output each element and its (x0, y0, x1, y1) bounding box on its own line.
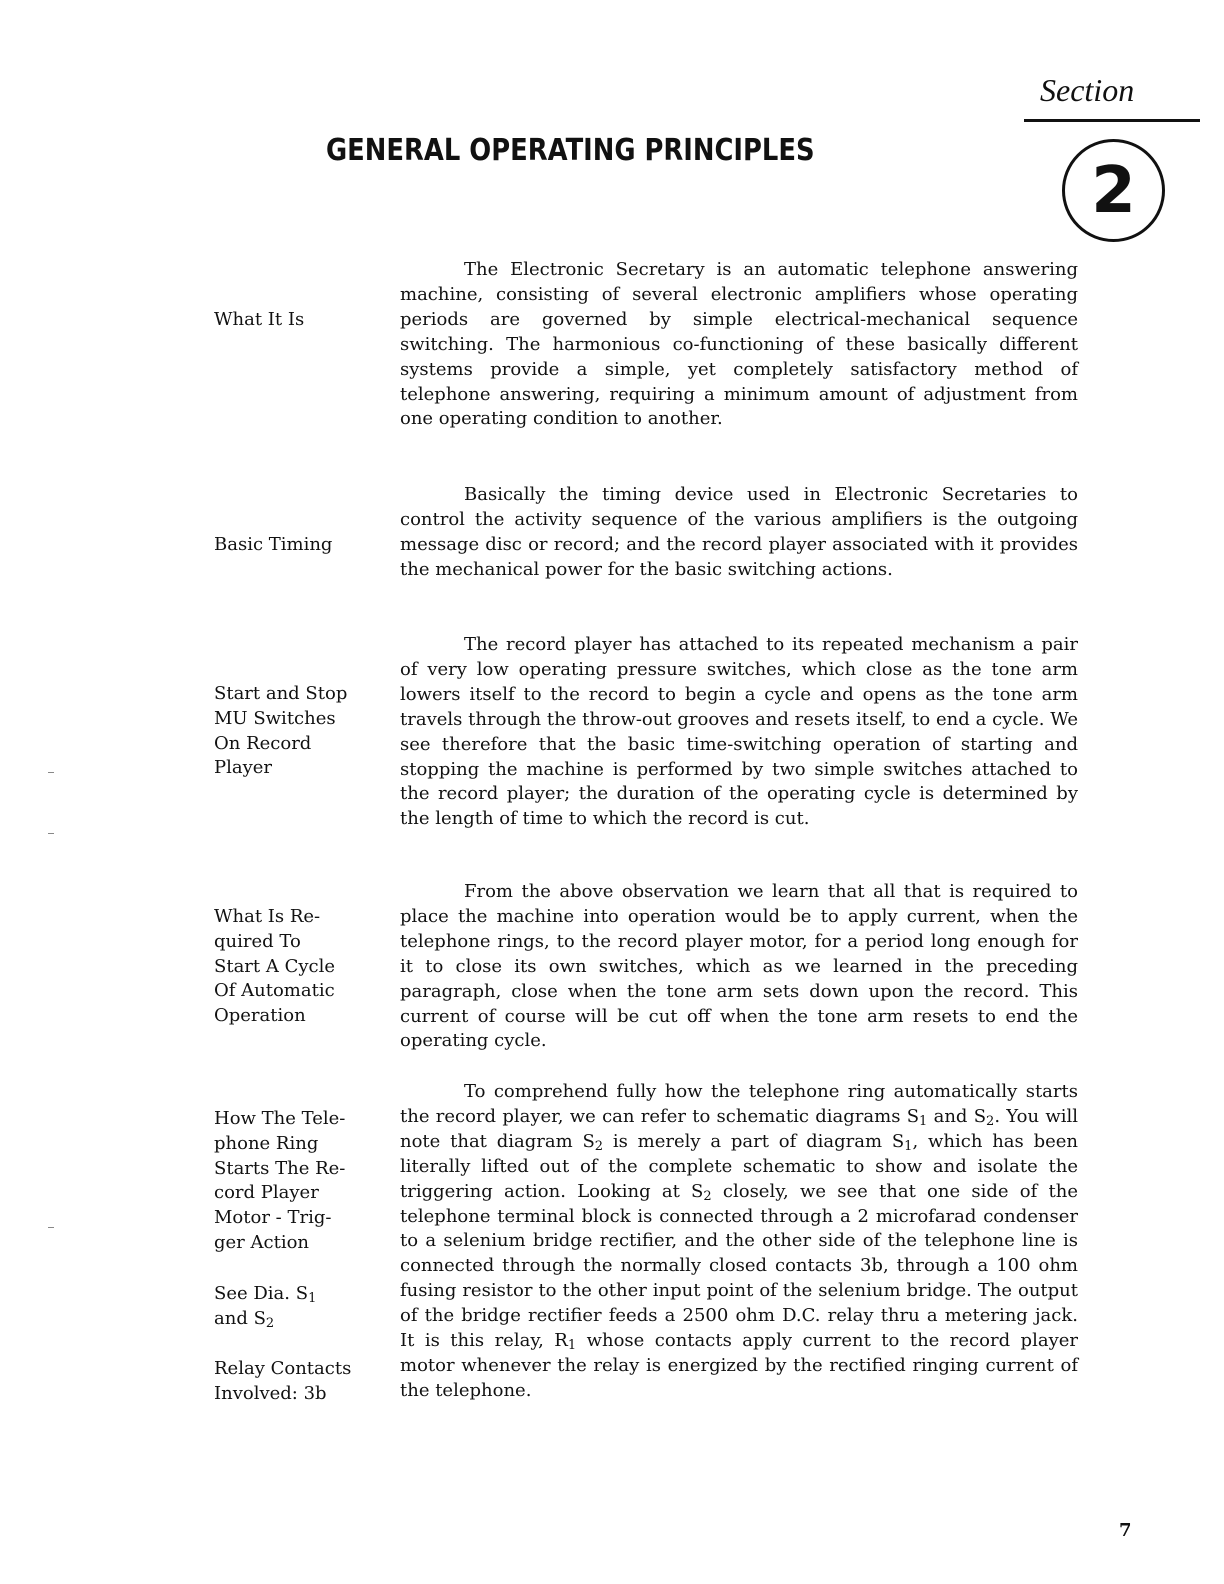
see-diagram-sub-2: 2 (265, 1315, 275, 1331)
scan-edge-mark (48, 772, 54, 773)
trigger-text-3: . You will note that diagram S (400, 1105, 1078, 1152)
page-title: GENERAL OPERATING PRINCIPLES (326, 133, 815, 168)
margin-note-relay-contacts: Relay Contacts Involved: 3b (214, 1358, 352, 1404)
trigger-text-1: To comprehend fully how the telephone ring automatically starts the record player, we can refer to schematic diagrams S (400, 1081, 1078, 1127)
paragraph-trigger-action (400, 1080, 1078, 1404)
section-number-badge: 2 (1062, 139, 1165, 242)
trigger-sub-4: 1 (904, 1138, 913, 1154)
margin-note-what-it-is: What It Is (214, 309, 305, 330)
paragraph-what-it-is: The Electronic Secretary is an automatic telephone answering machine, consisting of several electronic amplifiers whose operating periods are governed by simple electrical-mechanical sequence switching. The harmonious co-functioning of these basically different systems provide a simple, yet completely satisfactory method of telephone answering, requiring a minimum amount of adjustment from one operating condition to another. (400, 259, 1078, 430)
trigger-text-5: , which has been literally lifted out of the complete schematic to show and isolate the triggering action. Looking at S (400, 1130, 1078, 1202)
margin-note-basic-timing: Basic Timing (214, 534, 333, 555)
trigger-text-2: and S (927, 1105, 987, 1127)
see-diagram-prefix: See Dia. S (214, 1283, 309, 1304)
trigger-sub-2: 2 (986, 1113, 995, 1129)
margin-note-see-diagrams (214, 1282, 384, 1332)
paragraph-start-cycle: From the above observation we learn that all that is required to place the machine into operation would be to apply current, when the telephone rings, to the record player motor, for a period long enough for it to close its own switches, which as we learned in the preceding paragraph, close when the tone arm sets down upon the record. This current of course will be cut off when the tone arm resets to end the operating cycle. (400, 881, 1078, 1052)
trigger-text-4: is merely a part of diagram S (603, 1130, 905, 1152)
trigger-text-7: whose contacts apply current to the record player motor whenever the relay is energized by the rectified ringing current of the telephone. (400, 1330, 1078, 1401)
section-label: Section (1040, 72, 1135, 108)
trigger-text-6: closely, we see that one side of the telephone terminal block is connected through a 2 microfarad condenser to a selenium bridge rectifier, and the other side of the telephone line is connected through the normally closed contacts 3b, through a 100 ohm fusing resistor to the other input point of the selenium bridge. The output of the bridge rectifier feeds a 2500 ohm D.C. relay thru a metering jack. It is this relay, R (400, 1180, 1078, 1352)
scan-edge-mark (48, 833, 54, 834)
trigger-sub-1: 1 (919, 1113, 928, 1129)
margin-note-trigger-action: How The Tele- phone Ring Starts The Re- cord Player Motor - Trig- ger Action (214, 1108, 346, 1253)
page-number: 7 (1119, 1520, 1132, 1541)
margin-note-start-cycle: What Is Re- quired To Start A Cycle Of Automatic Operation (214, 906, 336, 1027)
trigger-sub-5: 2 (703, 1188, 712, 1204)
section-rule (1024, 119, 1200, 122)
trigger-sub-6: 1 (567, 1338, 577, 1354)
see-diagram-sub-1: 1 (308, 1291, 317, 1306)
paragraph-start-stop-switches: The record player has attached to its repeated mechanism a pair of very low operating pressure switches, which close as the tone arm lowers itself to the record to begin a cycle and opens as the tone arm travels through the throw-out grooves and resets itself, to end a cycle. We see therefore that the basic time-switching operation of starting and stopping the machine is performed by two simple switches attached to the record player; the duration of the operating cycle is determined by the length of time to which the record is cut. (400, 634, 1078, 830)
scan-edge-mark (48, 1227, 54, 1228)
margin-note-start-stop-switches: Start and Stop MU Switches On Record Player (214, 683, 348, 779)
see-diagram-and: and S (214, 1307, 266, 1329)
paragraph-basic-timing: Basically the timing device used in Electronic Secretaries to control the activity sequence of the various amplifiers is the outgoing message disc or record; and the record player associated with it provides the mechanical power for the basic switching actions. (400, 484, 1078, 580)
trigger-sub-3: 2 (594, 1138, 604, 1154)
